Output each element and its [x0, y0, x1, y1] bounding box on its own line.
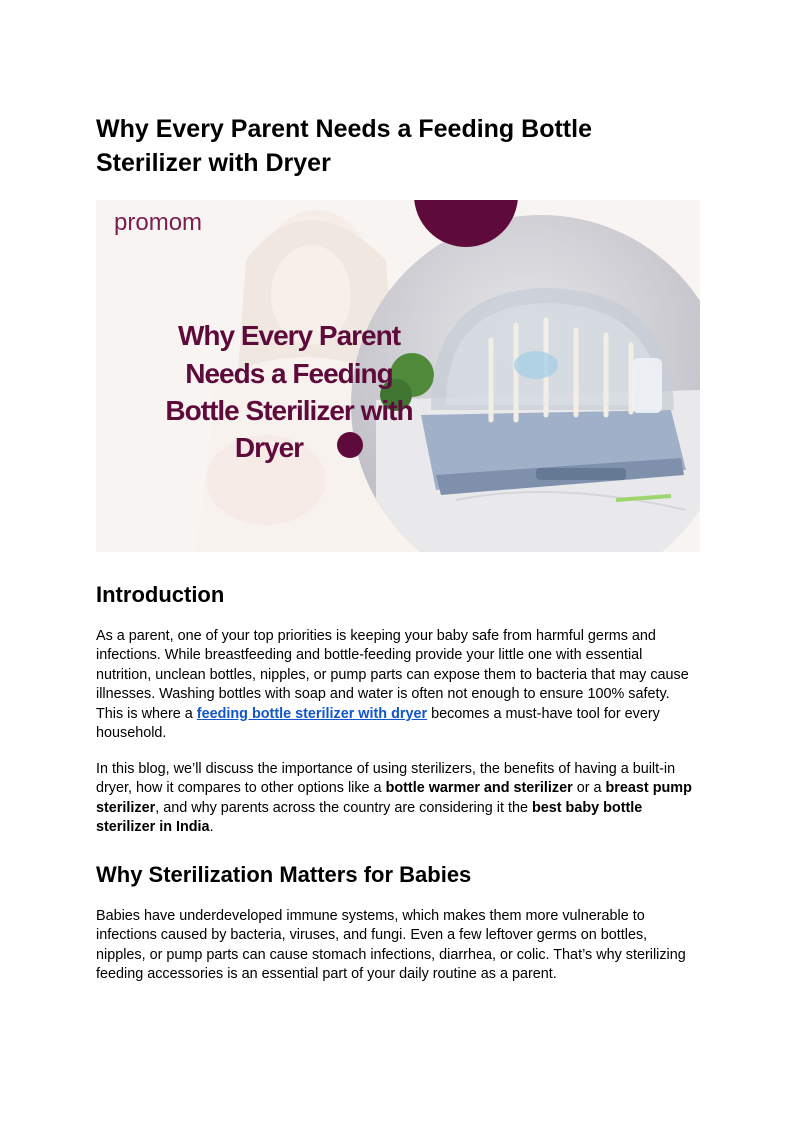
intro-p2-text-c: or a — [572, 780, 606, 797]
brand-circle-small — [337, 432, 363, 458]
page-title: Why Every Parent Needs a Feeding Bottle Sterilizer with Dryer — [96, 115, 592, 177]
intro-paragraph-1 — [96, 627, 700, 743]
feeding-bottle-sterilizer-link[interactable]: feeding bottle sterilizer with dryer — [196, 705, 428, 722]
intro-p2-text-a: In this blog, we’ll discuss the importance of using sterilizers, the benefits of having a built-in dryer, how it compares to other options like a — [96, 761, 676, 797]
intro-heading: Introduction — [96, 582, 225, 607]
intro-p2-text-d: , and why parents across the country are considering it the — [155, 799, 532, 816]
bold-breast-pump: breast pump sterilizer — [96, 780, 692, 816]
intro-p1-text-b: becomes a must-have tool for every household. — [96, 705, 660, 742]
logo-suffix: m — [182, 209, 203, 236]
section2-heading: Why Sterilization Matters for Babies — [96, 862, 472, 887]
hero-banner — [96, 200, 700, 552]
intro-p1-text-a: As a parent, one of your top priorities is keeping your baby safe from harmful germs and infections. While breastfeeding and bottle-feeding provide your little one with essential nutrition, unclean bottles, nipples, or pump parts can expose them to bacteria that may cause illnesses. Washing bottles with soap and water is often not enough to ensure 100% safety. This is where a — [96, 628, 689, 722]
hero-headline-line-1: Why Every Parent — [177, 320, 401, 351]
bold-best-sterilizer: best baby bottle sterilizer in India — [96, 799, 643, 836]
hero-headline-line-4: Dryer — [234, 432, 304, 463]
intro-p2-text-e: . — [209, 819, 214, 836]
bold-bottle-warmer: bottle warmer and sterilizer — [385, 780, 573, 797]
intro-paragraph-2 — [96, 760, 700, 838]
section2-paragraph-1: Babies have underdeveloped immune systems, which makes them more vulnerable to infections caused by bacteria, viruses, and fungi. Even a few leftover germs on bottles, nipples, or pump parts can cause stomach infections, diarrhea, or colic. That’s why sterilizing feeding accessories is an essential part of your daily routine as a parent. — [96, 908, 686, 983]
hero-headline-line-2: Needs a Feeding — [185, 358, 393, 389]
logo-o: o — [168, 209, 183, 236]
hero-headline-line-3: Bottle Sterilizer with — [165, 395, 413, 426]
logo-prefix: prom — [114, 209, 169, 236]
hero-illustration — [96, 200, 700, 552]
brand-logo — [114, 209, 202, 236]
